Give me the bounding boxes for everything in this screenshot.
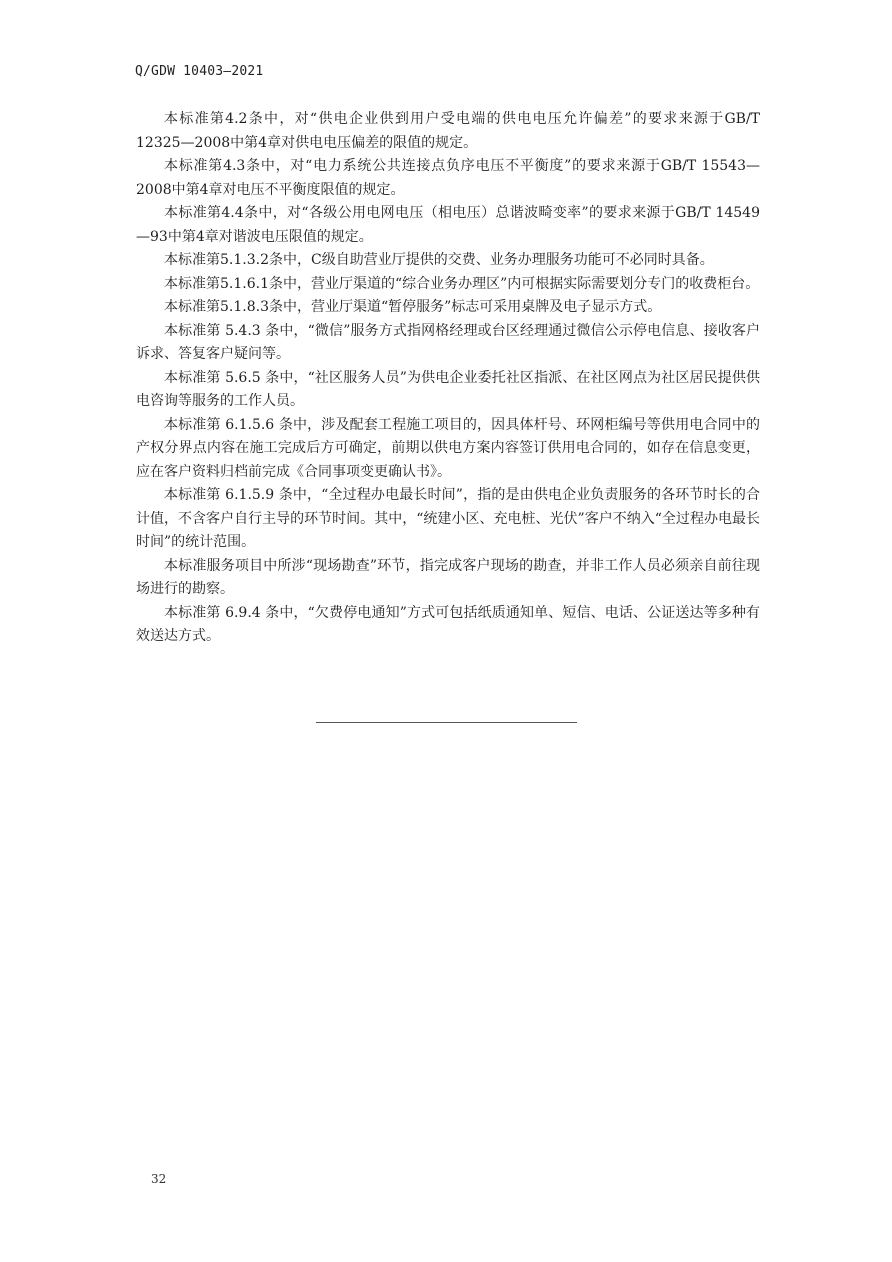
paragraph-5-1-3-2: 本标准第5.1.3.2条中，C级自助营业厅提供的交费、业务办理服务功能可不必同时具备。 [164, 252, 714, 268]
paragraph-6-1-5-6: 本标准第 6.1.5.6 条中，涉及配套工程施工项目的，因具体杆号、环网柜编号等供用电合同中的产权分界点内容在施工完成后方可确定，前期以供电方案内容签订供用电合同的，如存在信息变更，应在客户资料归档前完成《合同事项变更确认书》。 [136, 416, 760, 480]
paragraph-6-9-4: 本标准第 6.9.4 条中，“欠费停电通知”方式可包括纸质通知单、短信、电话、公证送达等多种有效送达方式。 [136, 604, 760, 644]
paragraph-5-4-3: 本标准第 5.4.3 条中，“微信”服务方式指网格经理或台区经理通过微信公示停电信息、接收客户诉求、答复客户疑问等。 [136, 322, 760, 362]
paragraph-5-1-8-3: 本标准第5.1.8.3条中，营业厅渠道“暂停服务”标志可采用桌牌及电子显示方式。 [164, 299, 662, 315]
paragraph-4-4: 本标准第4.4条中，对“各级公用电网电压（相电压）总谐波畸变率”的要求来源于GB/T 14549—93中第4章对谐波电压限值的规定。 [136, 205, 760, 245]
end-of-document-rule [316, 722, 577, 723]
paragraph-6-1-5-9: 本标准第 6.1.5.9 条中，“全过程办电最长时间”，指的是由供电企业负责服务的各环节时长的合计值，不含客户自行主导的环节时间。其中，“统建小区、充电桩、光伏”客户不纳入“全过程办电最长时间”的统计范围。 [136, 487, 760, 550]
paragraph-5-6-5: 本标准第 5.6.5 条中，“社区服务人员”为供电企业委托社区指派、在社区网点为社区居民提供供电咨询等服务的工作人员。 [136, 369, 760, 409]
paragraph-5-1-6-1: 本标准第5.1.6.1条中，营业厅渠道的“综合业务办理区”内可根据实际需要划分专门的收费柜台。 [164, 275, 760, 292]
paragraph-4-2: 本标准第4.2条中，对“供电企业供到用户受电端的供电电压允许偏差”的要求来源于GB/T 12325—2008中第4章对供电电压偏差的限值的规定。 [136, 111, 760, 151]
page-number: 32 [151, 1172, 167, 1186]
paragraph-site-survey: 本标准服务项目中所涉“现场勘查”环节，指完成客户现场的勘查，并非工作人员必须亲自前往现场进行的勘察。 [136, 557, 760, 597]
paragraph-4-3: 本标准第4.3条中，对“电力系统公共连接点负序电压不平衡度”的要求来源于GB/T 15543—2008中第4章对电压不平衡度限值的规定。 [136, 158, 760, 198]
standard-code-header: Q/GDW 10403—2021 [135, 64, 264, 79]
explanation-body [136, 108, 760, 649]
